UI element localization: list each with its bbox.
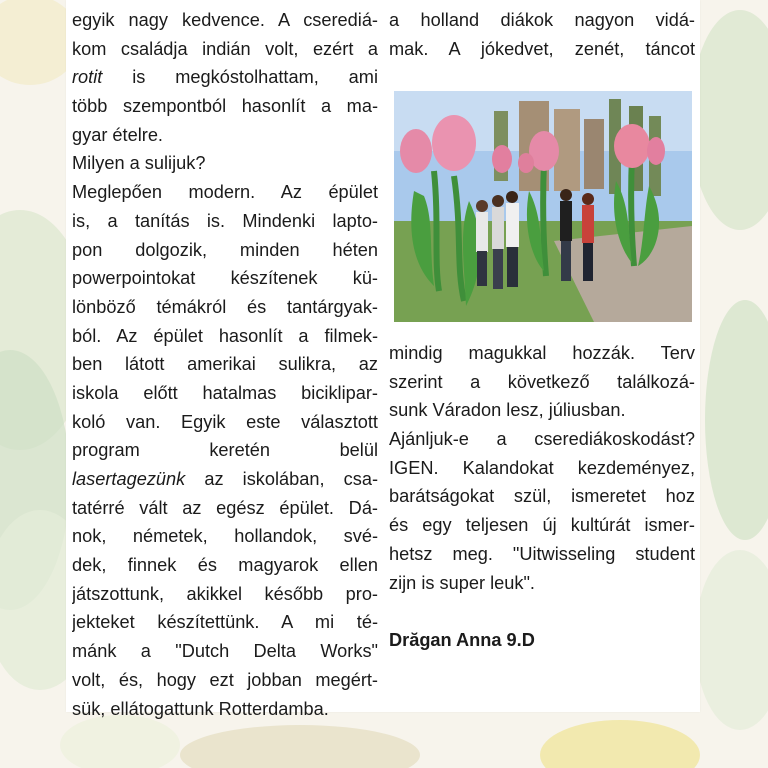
text-line: nok, németek, hollandok, své- <box>72 526 378 547</box>
text-line: sük, ellátogattunk Rotterdamba. <box>72 698 329 719</box>
text-line: mak. A jókedvet, zenét, táncot <box>389 38 695 59</box>
text-line: ben látott amerikai sulikra, az <box>72 354 378 375</box>
text-line: szerint a következő találkozá- <box>389 371 695 392</box>
text-line: koló van. Egyik este választott <box>72 411 378 432</box>
text-line: volt, és, hogy ezt jobban megért- <box>72 669 378 690</box>
text-line: powerpointokat készítenek kü- <box>72 268 378 289</box>
author-signature: Drăgan Anna 9.D <box>389 629 535 650</box>
text-line: egyik nagy kedvence. A cserediá- <box>72 10 378 30</box>
text-line: mánk a "Dutch Delta Works" <box>72 641 378 662</box>
text-line-laser <box>72 465 378 494</box>
text-line: sunk Váradon lesz, júliusban. <box>389 400 626 421</box>
text-line: kom családja indián volt, ezért a <box>72 38 378 59</box>
article-left-column <box>72 6 378 723</box>
text-line: IGEN. Kalandokat kezdeményez, <box>389 457 695 478</box>
italic-word: rotit <box>72 67 103 88</box>
text-line: Meglepően modern. Az épület <box>72 182 378 203</box>
section-question: Ajánljuk-e a cserediákoskodást? <box>389 429 695 450</box>
text-line: zijn is super leuk". <box>389 572 535 593</box>
tulip-sculptures-photo <box>394 91 692 322</box>
text-line: több szempontból hasonlít a ma- <box>72 96 378 117</box>
text-line: játszottunk, akikkel később pro- <box>72 583 378 604</box>
text-line: is, a tanítás is. Mindenki lapto- <box>72 210 378 231</box>
text-line: barátságokat szül, ismeretet hoz <box>389 486 695 507</box>
text-line: dek, finnek és magyarok ellen <box>72 555 378 576</box>
text-fragment: is megkóstolhattam, ami <box>102 67 378 88</box>
text-line: hetsz meg. "Uitwisseling student <box>389 543 695 564</box>
text-line: ból. Az épület hasonlít a filmek- <box>72 325 378 346</box>
text-line: iskola előtt hatalmas biciklipar- <box>72 382 378 403</box>
section-question: Milyen a sulijuk? <box>72 153 206 174</box>
text-line: a holland diákok nagyon vidá- <box>389 10 695 30</box>
article-right-column-bottom <box>389 339 695 655</box>
text-line: és egy teljesen új kultúrát ismer- <box>389 515 695 536</box>
text-line: program keretén belül <box>72 440 378 461</box>
italic-word: lasertagezünk <box>72 469 186 489</box>
text-line: pon dolgozik, minden héten <box>72 239 378 260</box>
article-right-column-top <box>389 6 695 63</box>
photo-illustration <box>394 91 692 322</box>
text-fragment: az iskolában, csa- <box>185 469 378 489</box>
text-line: tatérré vált az egész épület. Dá- <box>72 497 378 518</box>
text-line-rotit <box>72 63 378 92</box>
text-line: mindig magukkal hozzák. Terv <box>389 343 695 363</box>
text-line: gyar ételre. <box>72 124 163 145</box>
text-line: jekteket készítettünk. A mi té- <box>72 612 378 633</box>
text-line: lönböző témákról és tantárgyak- <box>72 296 378 317</box>
